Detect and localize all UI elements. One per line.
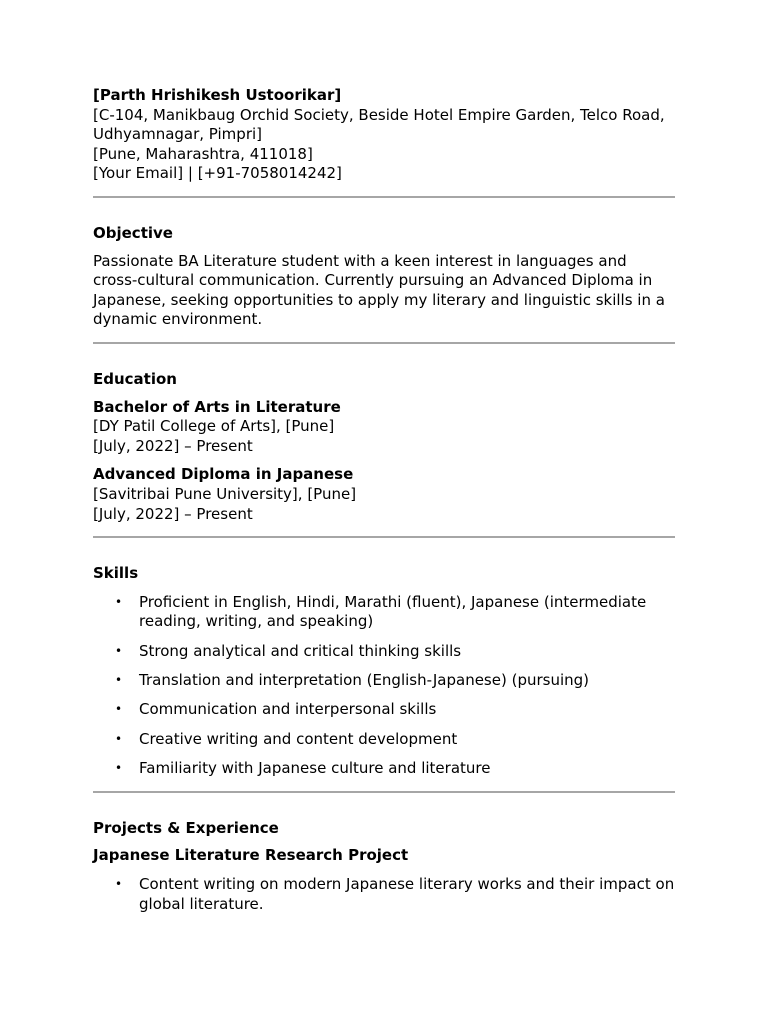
- bullet-icon: •: [115, 594, 123, 609]
- objective-section: [93, 224, 675, 330]
- address-line-1: [C-104, Manikbaug Orchid Society, Beside Hotel Empire Garden, Telco Road, Udhyamnagar, Pimpri]: [93, 105, 665, 144]
- resume-content: [93, 86, 675, 914]
- divider: [93, 791, 675, 793]
- address-line-2: [Pune, Maharashtra, 411018]: [93, 144, 313, 163]
- objective-text: Passionate BA Literature student with a keen interest in languages and cross-cultural communication. Currently pursuing an Advanced Diploma in Japanese, seeking opportunities to apply my literary and linguistic skills in a dynamic environment.: [93, 251, 665, 329]
- project-bullets: [93, 875, 675, 914]
- skill-text: Familiarity with Japanese culture and literature: [139, 759, 491, 778]
- skill-text: Creative writing and content development: [139, 729, 458, 748]
- section-title-objective: Objective: [93, 223, 173, 242]
- divider: [93, 196, 675, 198]
- bullet-icon: •: [115, 761, 123, 776]
- education-entry: [93, 465, 675, 524]
- candidate-name: [Parth Hrishikesh Ustoorikar]: [93, 86, 342, 104]
- list-item: [93, 671, 675, 691]
- degree-title: Advanced Diploma in Japanese: [93, 465, 354, 484]
- list-item: [93, 875, 675, 914]
- section-title-projects: Projects & Experience: [93, 818, 279, 837]
- education-section: [93, 370, 675, 524]
- divider: [93, 342, 675, 344]
- header-block: [93, 86, 675, 184]
- bullet-icon: •: [115, 877, 123, 892]
- degree-title: Bachelor of Arts in Literature: [93, 397, 341, 416]
- skills-list: [93, 593, 675, 779]
- skills-section: [93, 564, 675, 779]
- skill-text: Strong analytical and critical thinking skills: [139, 641, 462, 660]
- bullet-icon: •: [115, 673, 123, 688]
- institution: [DY Patil College of Arts], [Pune]: [93, 417, 335, 436]
- education-entry: [93, 398, 675, 457]
- section-title-skills: Skills: [93, 564, 139, 583]
- project-title: Japanese Literature Research Project: [93, 846, 409, 865]
- list-item: [93, 593, 675, 632]
- bullet-icon: •: [115, 731, 123, 746]
- projects-section: [93, 819, 675, 914]
- bullet-icon: •: [115, 702, 123, 717]
- skill-text: Communication and interpersonal skills: [139, 700, 437, 719]
- institution: [Savitribai Pune University], [Pune]: [93, 484, 357, 503]
- section-title-education: Education: [93, 369, 177, 388]
- list-item: [93, 642, 675, 662]
- divider: [93, 536, 675, 538]
- list-item: [93, 730, 675, 750]
- skill-text: Translation and interpretation (English-Japanese) (pursuing): [139, 671, 590, 690]
- skill-text: Proficient in English, Hindi, Marathi (fluent), Japanese (intermediate reading, writing, and speaking): [139, 592, 647, 631]
- date-range: [July, 2022] – Present: [93, 436, 253, 455]
- project-detail-text: Content writing on modern Japanese literary works and their impact on global literature.: [139, 875, 675, 913]
- bullet-icon: •: [115, 643, 123, 658]
- contact-info: [Your Email] | [+91-7058014242]: [93, 164, 342, 183]
- list-item: [93, 700, 675, 720]
- list-item: [93, 759, 675, 779]
- date-range: [July, 2022] – Present: [93, 504, 253, 523]
